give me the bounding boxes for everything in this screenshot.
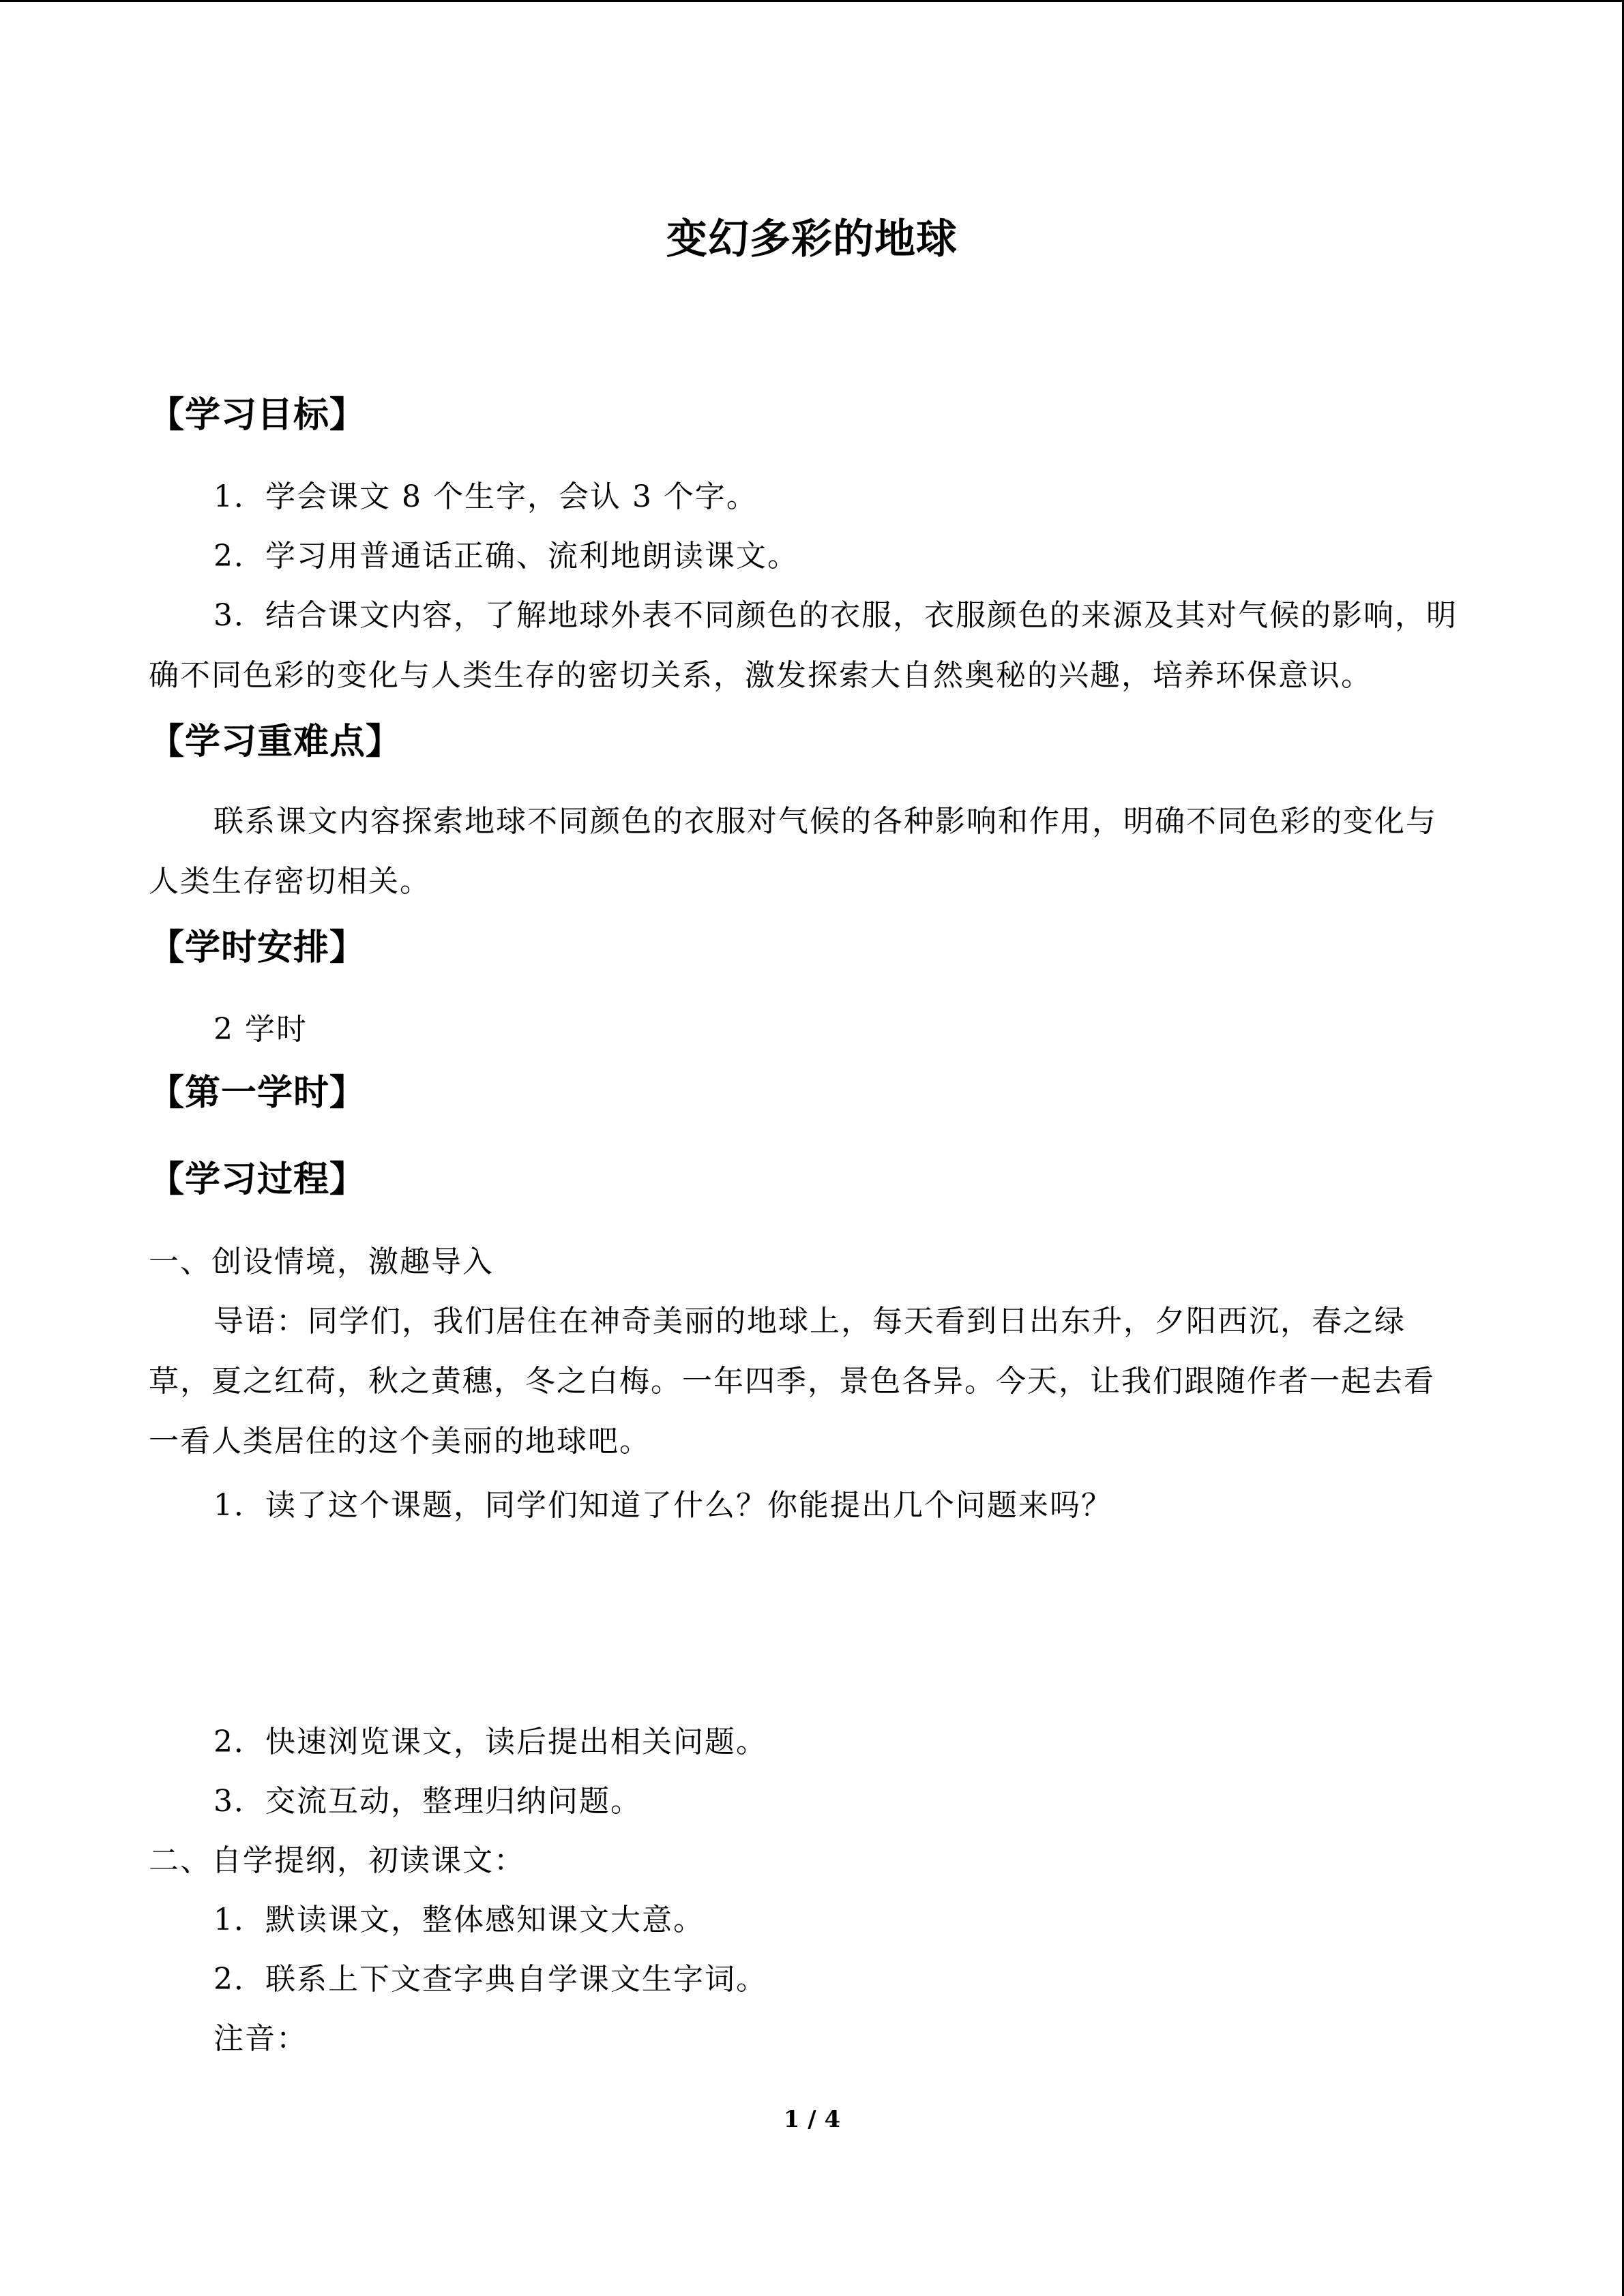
objective-item-1: 1．学会课文 8 个生字，会认 3 个字。 [213,479,758,514]
schedule-text: 2 学时 [213,1012,308,1047]
heading-first-period: 【第一学时】 [149,1072,366,1114]
process-part2-title: 二、自学提纲，初读课文： [149,1843,525,1878]
document-title: 变幻多彩的地球 [666,215,958,263]
heading-key-points: 【学习重难点】 [149,721,402,762]
process-part1-title: 一、创设情境，激趣导入 [149,1244,494,1279]
page-number: 1 / 4 [783,2106,841,2133]
heading-process: 【学习过程】 [149,1159,366,1200]
process-part2-item-2: 2．联系上下文查字典自学课文生字词。 [213,1962,767,1997]
objective-item-2: 2．学习用普通话正确、流利地朗读课文。 [213,539,799,573]
heading-schedule: 【学时安排】 [149,927,366,968]
process-part1-item-2: 2．快速浏览课文，读后提出相关问题。 [213,1725,767,1759]
phonetic-label: 注音： [213,2021,308,2056]
process-intro: 导语：同学们，我们居住在神奇美丽的地球上，每天看到日出东升，夕阳西沉，春之绿草，夏之红荷，秋之黄穗，冬之白梅。一年四季，景色各异。今天，让我们跟随作者一起去看一看人类居住的这个美丽的地球吧。 [149,1304,1435,1459]
process-part1-item-1: 1．读了这个课题，同学们知道了什么？你能提出几个问题来吗？ [213,1488,1112,1523]
heading-objectives: 【学习目标】 [149,394,366,436]
process-part1-item-3: 3．交流互动，整理归纳问题。 [213,1784,642,1819]
objective-item-3: 3．结合课文内容，了解地球外表不同颜色的衣服，衣服颜色的来源及其对气候的影响，明确不同色彩的变化与人类生存的密切关系，激发探索大自然奥秘的兴趣，培养环保意识。 [149,598,1458,693]
process-part2-item-1: 1．默读课文，整体感知课文大意。 [213,1903,705,1937]
key-points-text: 联系课文内容探索地球不同颜色的衣服对气候的各种影响和作用，明确不同色彩的变化与人类生存密切相关。 [149,804,1437,899]
